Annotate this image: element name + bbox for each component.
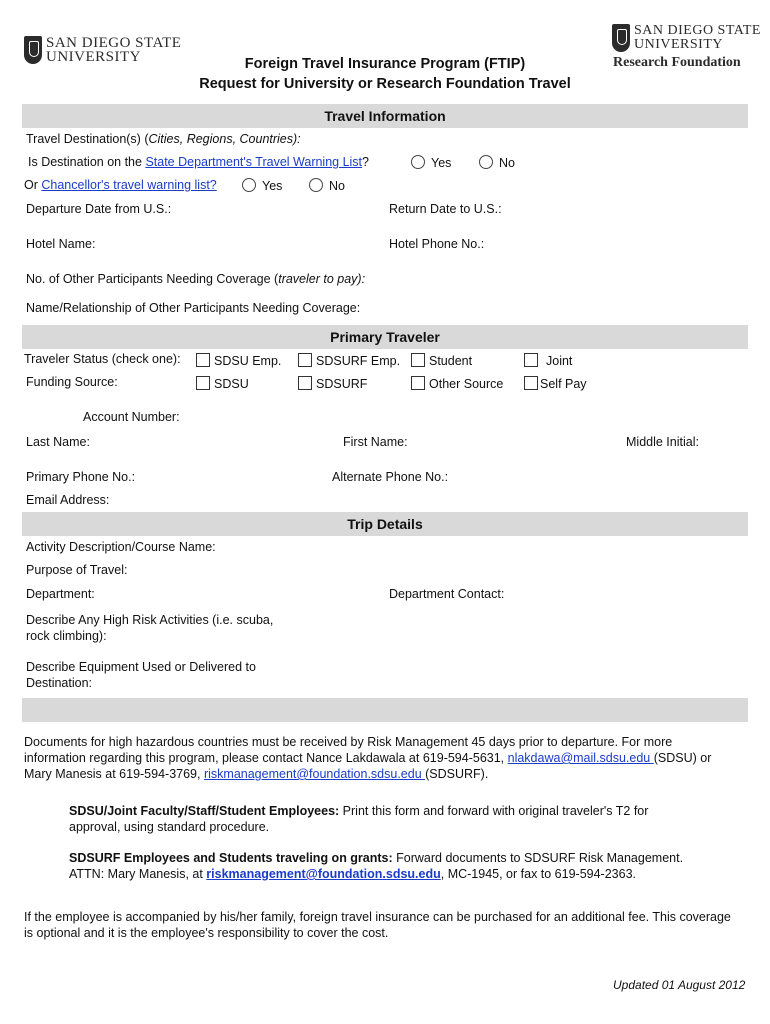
traveler-status-label: Traveler Status (check one): bbox=[24, 352, 181, 366]
logo-right-line3: Research Foundation bbox=[613, 55, 741, 70]
travel-warning-question: Is Destination on the State Department's Travel Warning List? bbox=[28, 155, 369, 169]
status-student-checkbox[interactable]: Student bbox=[411, 353, 472, 368]
checkbox-icon[interactable] bbox=[411, 353, 425, 367]
status-joint-checkbox[interactable]: Joint bbox=[524, 353, 572, 368]
checkbox-icon[interactable] bbox=[298, 376, 312, 390]
middle-initial-label: Middle Initial: bbox=[626, 435, 699, 449]
sdsurf-instructions-line2: ATTN: Mary Manesis, at riskmanagement@foundation.sdsu.edu, MC-1945, or fax to 619-594-2363. bbox=[69, 867, 637, 881]
family-coverage-note-line2: is optional and it is the employee's responsibility to cover the cost. bbox=[24, 926, 389, 940]
funding-source-label: Funding Source: bbox=[26, 375, 118, 389]
checkbox-icon[interactable] bbox=[196, 376, 210, 390]
checkbox-icon[interactable] bbox=[524, 353, 538, 367]
hotel-phone-label: Hotel Phone No.: bbox=[389, 237, 485, 251]
sdsu-employees-instructions: SDSU/Joint Faculty/Staff/Student Employees: Print this form and forward with original traveler's T2 for bbox=[69, 804, 649, 818]
primary-traveler-header: Primary Traveler bbox=[22, 325, 748, 349]
checkbox-icon[interactable] bbox=[196, 353, 210, 367]
account-number-label: Account Number: bbox=[83, 410, 180, 424]
radio-icon[interactable] bbox=[242, 178, 256, 192]
form-subtitle: Request for University or Research Foundation Travel bbox=[199, 76, 571, 92]
sdsu-employees-instructions-line2: approval, using standard procedure. bbox=[69, 820, 270, 834]
checkbox-icon[interactable] bbox=[524, 376, 538, 390]
radio-icon[interactable] bbox=[411, 155, 425, 169]
sdsu-email-link[interactable]: nlakdawa@mail.sdsu.edu bbox=[507, 751, 654, 765]
checkbox-icon[interactable] bbox=[411, 376, 425, 390]
equipment-label-line2: Destination: bbox=[26, 676, 93, 690]
logo-left-line2: UNIVERSITY bbox=[46, 49, 141, 65]
chancellor-warning-link[interactable]: Chancellor's travel warning list? bbox=[41, 178, 217, 192]
primary-phone-label: Primary Phone No.: bbox=[26, 470, 136, 484]
chancellor-warning-question: Or Chancellor's travel warning list? bbox=[24, 178, 217, 192]
radio-icon[interactable] bbox=[479, 155, 493, 169]
high-risk-label-line2: rock climbing): bbox=[26, 629, 107, 643]
warning-yes-option[interactable]: Yes bbox=[411, 155, 451, 170]
warning-no-option[interactable]: No bbox=[479, 155, 515, 170]
logo-left-line1: SAN DIEGO STATE bbox=[46, 35, 182, 51]
logo-right-line1: SAN DIEGO STATE bbox=[634, 23, 761, 38]
chancellor-no-option[interactable]: No bbox=[309, 178, 345, 193]
funding-sdsurf-checkbox[interactable]: SDSURF bbox=[298, 376, 367, 391]
blank-divider-bar bbox=[22, 698, 748, 722]
trip-details-header: Trip Details bbox=[22, 512, 748, 536]
activity-description-label: Activity Description/Course Name: bbox=[26, 540, 216, 554]
status-sdsurf-emp-checkbox[interactable]: SDSURF Emp. bbox=[298, 353, 400, 368]
family-coverage-note-line1: If the employee is accompanied by his/her family, foreign travel insurance can be purchased for an additional fee. This coverage bbox=[24, 910, 731, 924]
return-date-label: Return Date to U.S.: bbox=[389, 202, 502, 216]
equipment-label-line1: Describe Equipment Used or Delivered to bbox=[26, 660, 256, 674]
alternate-phone-label: Alternate Phone No.: bbox=[332, 470, 449, 484]
funding-self-pay-checkbox[interactable]: Self Pay bbox=[524, 376, 587, 391]
high-risk-label-line1: Describe Any High Risk Activities (i.e. scuba, bbox=[26, 613, 274, 627]
info-paragraph-line2: information regarding this program, please contact Nance Lakdawala at 619-594-5631, nlakdawa@mail.sdsu.edu (SDSU) or bbox=[24, 751, 712, 765]
other-participants-label: No. of Other Participants Needing Coverage (traveler to pay): bbox=[26, 272, 366, 286]
state-department-warning-link[interactable]: State Department's Travel Warning List bbox=[145, 155, 363, 169]
participants-relationship-label: Name/Relationship of Other Participants Needing Coverage: bbox=[26, 301, 361, 315]
sdsurf-instructions: SDSURF Employees and Students traveling on grants: Forward documents to SDSURF Risk Management. bbox=[69, 851, 684, 865]
travel-information-header: Travel Information bbox=[22, 104, 748, 128]
risk-management-email-link[interactable]: riskmanagement@foundation.sdsu.edu bbox=[206, 867, 441, 881]
purpose-of-travel-label: Purpose of Travel: bbox=[26, 563, 128, 577]
checkbox-icon[interactable] bbox=[298, 353, 312, 367]
form-title: Foreign Travel Insurance Program (FTIP) bbox=[244, 56, 526, 72]
status-sdsu-emp-checkbox[interactable]: SDSU Emp. bbox=[196, 353, 281, 368]
department-label: Department: bbox=[26, 587, 95, 601]
sdsu-research-foundation-logo bbox=[612, 24, 761, 52]
last-name-label: Last Name: bbox=[26, 435, 90, 449]
travel-destinations-label: Travel Destination(s) (Cities, Regions, Countries): bbox=[26, 132, 301, 146]
radio-icon[interactable] bbox=[309, 178, 323, 192]
first-name-label: First Name: bbox=[343, 435, 408, 449]
shield-icon bbox=[612, 24, 630, 52]
funding-other-source-checkbox[interactable]: Other Source bbox=[411, 376, 503, 391]
departure-date-label: Departure Date from U.S.: bbox=[26, 202, 172, 216]
info-paragraph-line1: Documents for high hazardous countries must be received by Risk Management 45 days prior to departure. For more bbox=[24, 735, 673, 749]
updated-date: Updated 01 August 2012 bbox=[613, 978, 746, 992]
hotel-name-label: Hotel Name: bbox=[26, 237, 96, 251]
funding-sdsu-checkbox[interactable]: SDSU bbox=[196, 376, 249, 391]
department-contact-label: Department Contact: bbox=[389, 587, 505, 601]
sdsurf-email-link[interactable]: riskmanagement@foundation.sdsu.edu bbox=[203, 767, 426, 781]
chancellor-yes-option[interactable]: Yes bbox=[242, 178, 282, 193]
info-paragraph-line3: Mary Manesis at 619-594-3769, riskmanagement@foundation.sdsu.edu (SDSURF). bbox=[24, 767, 489, 781]
logo-right-line2: UNIVERSITY bbox=[634, 37, 723, 52]
email-address-label: Email Address: bbox=[26, 493, 110, 507]
